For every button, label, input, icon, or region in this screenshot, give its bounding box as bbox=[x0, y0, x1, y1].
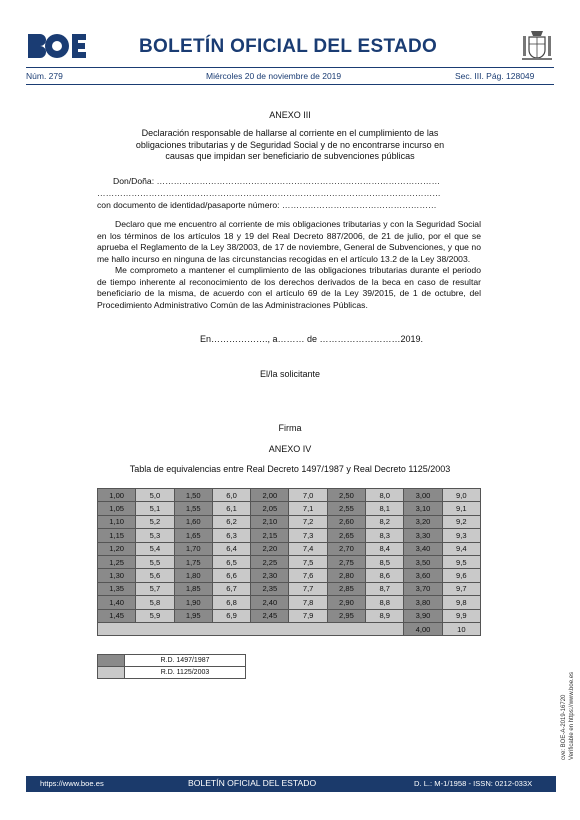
page-title: BOLETÍN OFICIAL DEL ESTADO bbox=[139, 36, 438, 57]
rd-1125-cell: 7,3 bbox=[289, 529, 327, 542]
legend-row bbox=[98, 667, 246, 679]
rd-1497-cell: 2,05 bbox=[251, 502, 289, 515]
rd-1497-cell: 1,55 bbox=[174, 502, 212, 515]
rd-1125-cell: 7,1 bbox=[289, 502, 327, 515]
rd-1497-cell: 1,25 bbox=[98, 555, 136, 568]
rd-1125-cell: 5,4 bbox=[136, 542, 174, 555]
rd-1125-cell: 7,9 bbox=[289, 609, 327, 622]
rd-1125-cell: 8,1 bbox=[366, 502, 404, 515]
rd-1497-cell: 3,20 bbox=[404, 515, 442, 528]
rd-1125-cell: 7,2 bbox=[289, 515, 327, 528]
rd-1125-cell: 8,5 bbox=[366, 555, 404, 568]
rd-1125-cell: 6,7 bbox=[212, 582, 250, 595]
rd-1497-cell: 1,70 bbox=[174, 542, 212, 555]
commitment-paragraph: Me comprometo a mantener el cumplimiento de las obligaciones tributarias durante el periodo de tiempo inherente al reconocimiento de los derechos derivados de la beca en caso de resultar beneficiario de la misma, de acuerdo con el artículo 69 de la Ley 39/2015, de 1 de octubre, del Procedimiento Administrativo Común de las Administraciones Públicas. bbox=[97, 265, 481, 310]
rd-1497-cell: 1,35 bbox=[98, 582, 136, 595]
footer-title: BOLETÍN OFICIAL DEL ESTADO bbox=[188, 778, 317, 788]
annex-iii-title-line: causas que impidan ser beneficiario de subvenciones públicas bbox=[165, 151, 415, 161]
rd-1125-cell: 9,9 bbox=[442, 609, 480, 622]
verify-note: Verificable en https://www.boe.es bbox=[569, 671, 575, 760]
rd-1125-cell: 7,0 bbox=[289, 489, 327, 502]
header-rule bbox=[26, 67, 554, 68]
rd-1497-cell: 1,80 bbox=[174, 569, 212, 582]
rd-1125-cell: 8,0 bbox=[366, 489, 404, 502]
table-row bbox=[98, 596, 481, 609]
cve-code: cve: BOE-A-2019-16720 bbox=[561, 694, 567, 760]
rd-1497-cell: 1,10 bbox=[98, 515, 136, 528]
rd-1497-cell: 2,10 bbox=[251, 515, 289, 528]
rd-1125-cell: 9,3 bbox=[442, 529, 480, 542]
rd-1497-cell: 2,60 bbox=[327, 515, 365, 528]
rd-1125-cell: 6,8 bbox=[212, 596, 250, 609]
table-row bbox=[98, 489, 481, 502]
rd-1125-cell: 5,2 bbox=[136, 515, 174, 528]
table-row bbox=[98, 529, 481, 542]
rd-1497-cell: 2,45 bbox=[251, 609, 289, 622]
table-title: Tabla de equivalencias entre Real Decreto 1497/1987 y Real Decreto 1125/2003 bbox=[129, 464, 451, 474]
dotted-line: ………………………………………………………………………………………………………… bbox=[97, 188, 441, 198]
rd-1497-cell: 3,10 bbox=[404, 502, 442, 515]
rd-1497-cell: 3,90 bbox=[404, 609, 442, 622]
rd-1497-cell: 4,00 bbox=[404, 622, 442, 635]
table-row bbox=[98, 515, 481, 528]
rd-1125-cell: 5,0 bbox=[136, 489, 174, 502]
rd-1497-cell: 3,70 bbox=[404, 582, 442, 595]
side-note bbox=[560, 672, 576, 760]
rd-1497-cell: 2,95 bbox=[327, 609, 365, 622]
rd-1497-cell: 2,70 bbox=[327, 542, 365, 555]
footer-legal: D. L.: M-1/1958 - ISSN: 0212-033X bbox=[414, 779, 533, 788]
equivalence-table bbox=[97, 488, 481, 636]
rd-1497-cell: 1,20 bbox=[98, 542, 136, 555]
rd-1125-cell: 8,3 bbox=[366, 529, 404, 542]
rd-1125-cell: 7,5 bbox=[289, 555, 327, 568]
rd-1125-cell: 8,6 bbox=[366, 569, 404, 582]
table-row bbox=[98, 555, 481, 568]
rd-1125-cell: 5,5 bbox=[136, 555, 174, 568]
rd-1125-cell: 5,7 bbox=[136, 582, 174, 595]
table-row bbox=[98, 582, 481, 595]
rd-1497-cell: 1,15 bbox=[98, 529, 136, 542]
annex-iv-heading: ANEXO IV bbox=[268, 444, 312, 454]
rd-1125-cell: 9,1 bbox=[442, 502, 480, 515]
rd-1125-cell: 9,5 bbox=[442, 555, 480, 568]
annex-iii-heading: ANEXO III bbox=[269, 110, 311, 120]
rd-1497-cell: 1,60 bbox=[174, 515, 212, 528]
rd-1125-cell: 5,3 bbox=[136, 529, 174, 542]
footer-url[interactable]: https://www.boe.es bbox=[40, 779, 104, 788]
rd-1125-cell: 8,7 bbox=[366, 582, 404, 595]
rd-1497-cell: 1,65 bbox=[174, 529, 212, 542]
blank-cell bbox=[98, 622, 404, 635]
rd-1125-cell: 9,7 bbox=[442, 582, 480, 595]
rd-1497-cell: 3,50 bbox=[404, 555, 442, 568]
rd-1125-cell: 5,1 bbox=[136, 502, 174, 515]
rd-1125-cell: 9,6 bbox=[442, 569, 480, 582]
rd-1497-cell: 1,05 bbox=[98, 502, 136, 515]
rd-1125-cell: 8,4 bbox=[366, 542, 404, 555]
rd-1497-cell: 2,25 bbox=[251, 555, 289, 568]
place-date-line: En………………., a……… de ………………………2019. bbox=[200, 334, 424, 344]
rd-1497-cell: 2,15 bbox=[251, 529, 289, 542]
rd-1125-cell: 6,6 bbox=[212, 569, 250, 582]
rd-1497-cell: 1,45 bbox=[98, 609, 136, 622]
rd-1125-cell: 7,4 bbox=[289, 542, 327, 555]
rd-1497-cell: 1,95 bbox=[174, 609, 212, 622]
rd-1497-cell: 2,75 bbox=[327, 555, 365, 568]
rd-1125-cell: 8,8 bbox=[366, 596, 404, 609]
legend-row bbox=[98, 655, 246, 667]
page-header bbox=[26, 30, 556, 64]
table-row bbox=[98, 569, 481, 582]
rd-1497-cell: 2,00 bbox=[251, 489, 289, 502]
rd-1497-cell: 2,35 bbox=[251, 582, 289, 595]
boe-logo bbox=[26, 32, 88, 60]
rd-1497-cell: 2,90 bbox=[327, 596, 365, 609]
rd-1125-cell: 6,1 bbox=[212, 502, 250, 515]
annex-iii-title bbox=[60, 128, 520, 163]
rd-1497-cell: 2,55 bbox=[327, 502, 365, 515]
annex-iii-title-line: obligaciones tributarias y de Seguridad Social y de no encontrarse incurso en bbox=[135, 139, 445, 150]
issue-date: Miércoles 20 de noviembre de 2019 bbox=[206, 71, 342, 81]
legend-swatch bbox=[98, 667, 125, 679]
rd-1125-cell: 6,5 bbox=[212, 555, 250, 568]
rd-1497-cell: 2,40 bbox=[251, 596, 289, 609]
legend-label: R.D. 1125/2003 bbox=[125, 667, 246, 679]
rd-1125-cell: 5,6 bbox=[136, 569, 174, 582]
rd-1497-cell: 2,85 bbox=[327, 582, 365, 595]
rd-1125-cell: 8,9 bbox=[366, 609, 404, 622]
rd-1125-cell: 10 bbox=[442, 622, 480, 635]
rd-1125-cell: 6,0 bbox=[212, 489, 250, 502]
meta-rule bbox=[26, 84, 554, 85]
declaration-text bbox=[97, 219, 481, 311]
table-legend bbox=[97, 654, 246, 679]
rd-1497-cell: 3,80 bbox=[404, 596, 442, 609]
rd-1497-cell: 1,40 bbox=[98, 596, 136, 609]
rd-1125-cell: 6,2 bbox=[212, 515, 250, 528]
declaration-paragraph: Declaro que me encuentro al corriente de mis obligaciones tributarias y con la Seguridad Social en los términos de los artículos 18 y 19 del Real Decreto 887/2006, de 21 de julio, por el que se aprueba el Reglamento de la Ley 38/2003, de 17 de noviembre, General de Subvenciones, y que no me hallo incurso en ninguna de las circunstancias recogidas en el artículo 13.2 de la Ley 38/2003. bbox=[97, 219, 481, 264]
rd-1497-cell: 3,40 bbox=[404, 542, 442, 555]
issue-number: Núm. 279 bbox=[26, 71, 63, 81]
page-footer bbox=[26, 776, 556, 792]
rd-1497-cell: 2,20 bbox=[251, 542, 289, 555]
name-field-line: Don/Doña: ……………………………………………………………………………………… bbox=[113, 176, 441, 186]
rd-1125-cell: 9,0 bbox=[442, 489, 480, 502]
rd-1497-cell: 1,00 bbox=[98, 489, 136, 502]
rd-1497-cell: 2,65 bbox=[327, 529, 365, 542]
table-row bbox=[98, 609, 481, 622]
rd-1125-cell: 6,4 bbox=[212, 542, 250, 555]
rd-1125-cell: 9,8 bbox=[442, 596, 480, 609]
rd-1125-cell: 5,9 bbox=[136, 609, 174, 622]
rd-1125-cell: 9,2 bbox=[442, 515, 480, 528]
rd-1125-cell: 7,7 bbox=[289, 582, 327, 595]
signer-label: El/la solicitante bbox=[259, 369, 321, 379]
id-field-line: con documento de identidad/pasaporte número: ……………………………………………… bbox=[97, 200, 437, 210]
table-row bbox=[98, 502, 481, 515]
coat-of-arms-icon bbox=[522, 28, 552, 62]
rd-1497-cell: 1,50 bbox=[174, 489, 212, 502]
table-row bbox=[98, 542, 481, 555]
rd-1497-cell: 1,85 bbox=[174, 582, 212, 595]
table-row bbox=[98, 622, 481, 635]
rd-1497-cell: 2,30 bbox=[251, 569, 289, 582]
rd-1125-cell: 6,9 bbox=[212, 609, 250, 622]
rd-1497-cell: 3,00 bbox=[404, 489, 442, 502]
rd-1497-cell: 3,60 bbox=[404, 569, 442, 582]
annex-iii-title-line: Declaración responsable de hallarse al corriente en el cumplimiento de las bbox=[141, 128, 439, 138]
legend-label: R.D. 1497/1987 bbox=[125, 655, 246, 667]
rd-1125-cell: 8,2 bbox=[366, 515, 404, 528]
rd-1497-cell: 2,50 bbox=[327, 489, 365, 502]
rd-1125-cell: 7,6 bbox=[289, 569, 327, 582]
rd-1497-cell: 2,80 bbox=[327, 569, 365, 582]
section-page: Sec. III. Pág. 128049 bbox=[455, 71, 535, 81]
legend-swatch bbox=[98, 655, 125, 667]
rd-1125-cell: 7,8 bbox=[289, 596, 327, 609]
rd-1497-cell: 3,30 bbox=[404, 529, 442, 542]
rd-1497-cell: 1,90 bbox=[174, 596, 212, 609]
signature-label: Firma bbox=[278, 423, 302, 433]
rd-1125-cell: 5,8 bbox=[136, 596, 174, 609]
rd-1125-cell: 9,4 bbox=[442, 542, 480, 555]
rd-1125-cell: 6,3 bbox=[212, 529, 250, 542]
rd-1497-cell: 1,75 bbox=[174, 555, 212, 568]
rd-1497-cell: 1,30 bbox=[98, 569, 136, 582]
